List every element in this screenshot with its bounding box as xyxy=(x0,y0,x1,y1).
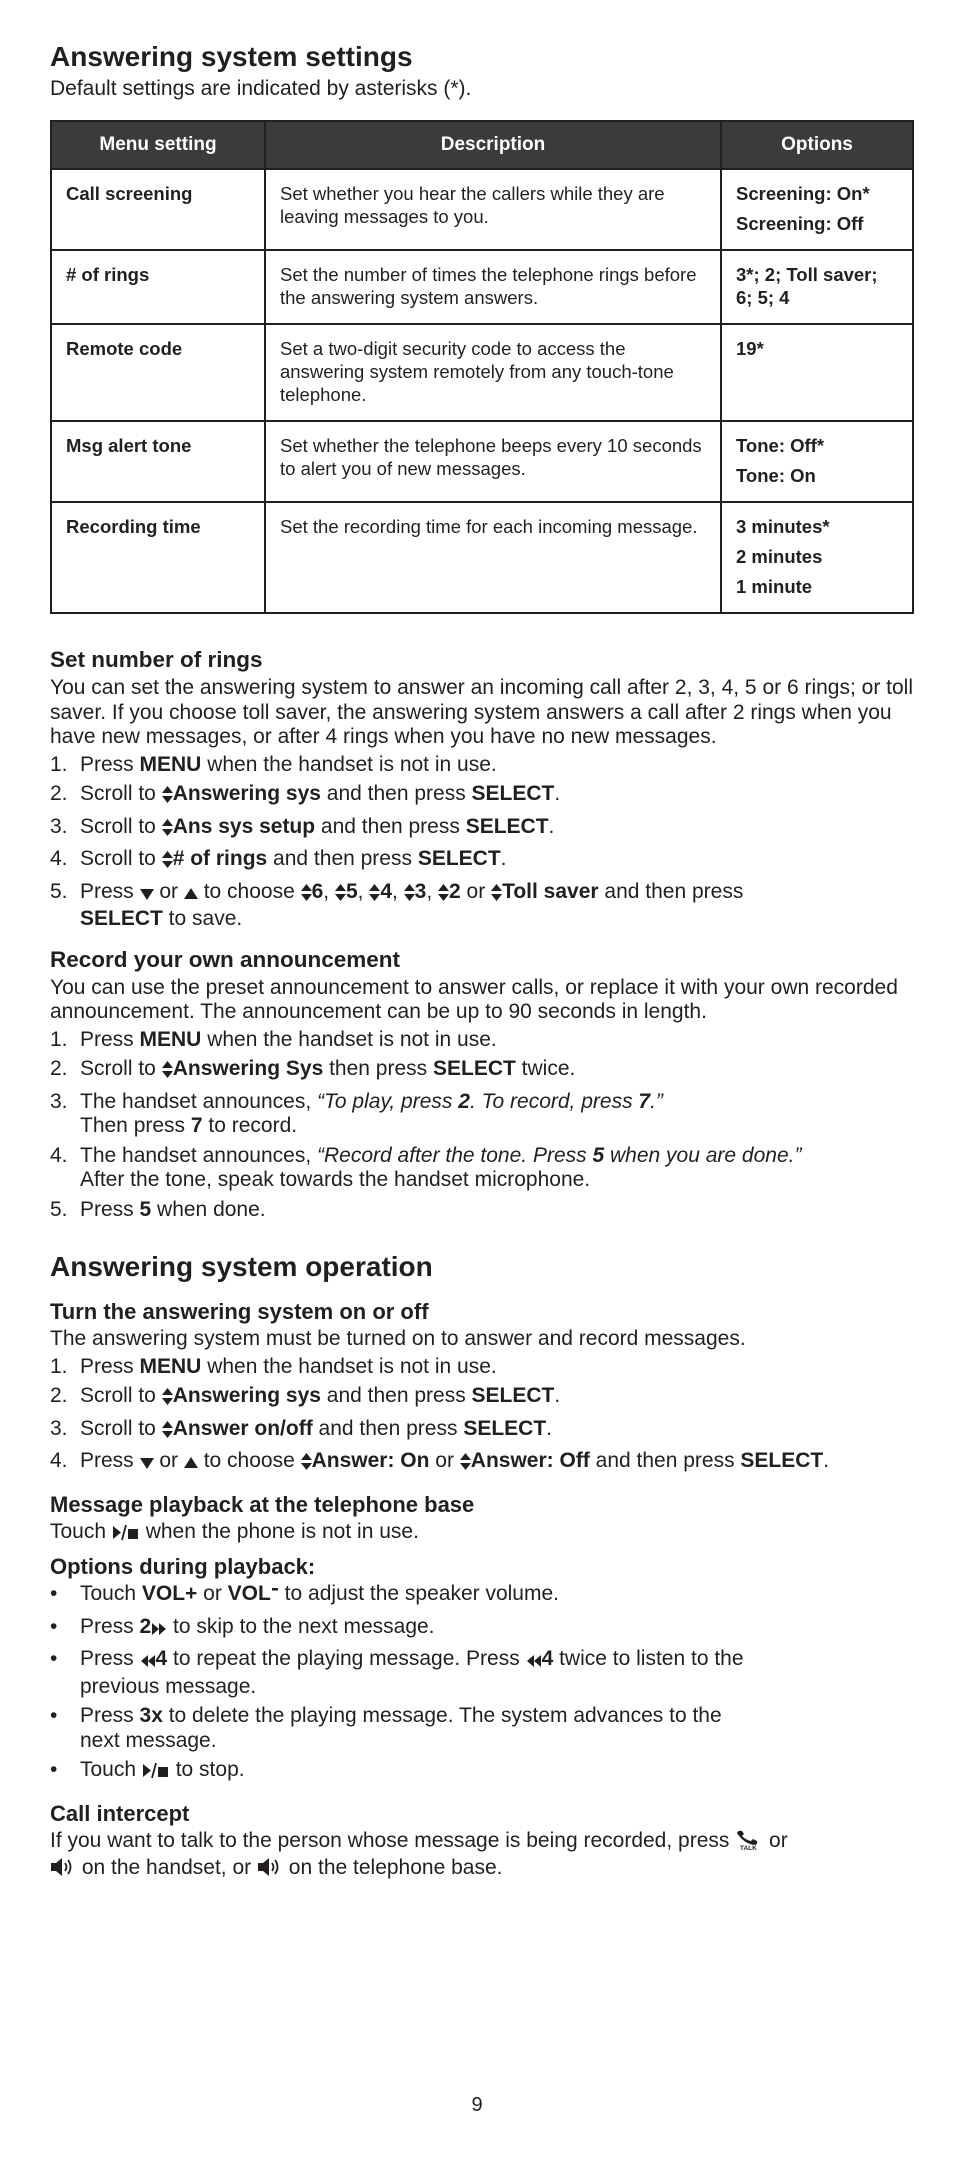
text-run: After the tone, speak towards the handset microphone. xyxy=(80,1168,591,1191)
text-run: or xyxy=(763,1828,788,1852)
table-row xyxy=(51,169,913,250)
step-item xyxy=(50,1028,914,1053)
up-down-arrows-icon xyxy=(162,1420,173,1445)
step-number: 5. xyxy=(50,1197,68,1221)
text-run: or xyxy=(153,879,184,903)
down-arrow-icon xyxy=(140,1452,154,1477)
text-run: “To play, press xyxy=(317,1089,459,1113)
text-run: when the handset is not in use. xyxy=(201,1354,497,1378)
settings-table-body xyxy=(51,169,913,613)
up-down-arrows-icon xyxy=(301,1452,312,1477)
text-run: . xyxy=(500,847,507,870)
settings-title: Answering system settings xyxy=(50,41,413,72)
text-run: to save. xyxy=(162,907,243,930)
text-run: SELECT xyxy=(471,1384,555,1407)
step-item xyxy=(50,1449,914,1477)
text-run: Touch xyxy=(80,1758,142,1781)
text-run: MENU xyxy=(139,752,202,776)
intercept-title: Call intercept xyxy=(50,1800,190,1826)
text-run: SELECT xyxy=(465,814,549,838)
up-down-arrows-icon xyxy=(335,883,346,908)
bullet-item xyxy=(50,1758,914,1786)
text-run: next message. xyxy=(80,1728,217,1752)
play-stop-icon xyxy=(142,1761,170,1786)
step-item xyxy=(50,847,914,875)
text-run: Scroll to xyxy=(80,1416,162,1440)
text-run: 6 xyxy=(311,879,324,903)
step-number: 1. xyxy=(50,1354,68,1378)
step-item xyxy=(50,1198,914,1223)
speakerphone-icon xyxy=(257,1857,283,1884)
text-run: when the handset is not in use. xyxy=(201,752,497,776)
step-number: 4. xyxy=(50,1449,68,1472)
text-run: and then press xyxy=(320,1384,472,1407)
text-run: SELECT xyxy=(463,1416,547,1440)
bullet-dot: • xyxy=(50,1647,58,1670)
description-cell: Set whether the telephone beeps every 10 seconds to alert you of new messages. xyxy=(265,421,721,502)
text-run: to repeat the playing message. Press xyxy=(167,1647,526,1670)
text-run: , xyxy=(392,879,404,903)
up-down-arrows-icon xyxy=(369,883,380,908)
text-run: 7 xyxy=(190,1114,203,1137)
text-run: . xyxy=(546,1416,552,1440)
text-run: Touch xyxy=(80,1582,142,1605)
text-run: SELECT xyxy=(433,1057,516,1080)
text-run: 5 xyxy=(139,1197,152,1221)
bullet-item xyxy=(50,1582,914,1610)
playback-options-title: Options during playback: xyxy=(50,1554,316,1579)
text-run: Ans sys setup xyxy=(172,814,316,838)
text-run: , xyxy=(357,879,370,903)
text-run: “Record after the tone. Press xyxy=(317,1143,593,1167)
up-down-arrows-icon xyxy=(438,883,449,908)
text-run: Answering Sys xyxy=(172,1057,324,1080)
text-run: .” xyxy=(650,1089,663,1113)
announce-intro: You can use the preset announcement to answer calls, or replace it with your own recorded announcement. The announcement can be up to 90 seconds in length. xyxy=(50,975,898,1023)
text-run: then press xyxy=(323,1057,433,1080)
text-run: SELECT xyxy=(80,907,163,930)
rings-intro: You can set the answering system to answer an incoming call after 2, 3, 4, 5 or 6 rings; or toll saver. If you choose toll saver, the answering system answers a call after 2 rings when you have new messages, or after 4 rings when you have no new messages. xyxy=(50,676,913,748)
text-run: , xyxy=(323,879,335,903)
description-cell: Set the number of times the telephone rings before the answering system answers. xyxy=(265,250,721,324)
step-number: 4. xyxy=(50,847,68,870)
text-run: Answer on/off xyxy=(172,1416,313,1440)
bullet-dot: • xyxy=(50,1614,58,1638)
step-number: 3. xyxy=(50,1089,68,1113)
text-run: If you want to talk to the person whose message is being recorded, press xyxy=(50,1828,736,1852)
description-cell: Set the recording time for each incoming message. xyxy=(265,502,721,613)
options-cell xyxy=(721,250,913,324)
up-arrow-icon xyxy=(184,883,198,908)
text-run: The handset announces, xyxy=(80,1143,318,1167)
text-run: 5 xyxy=(592,1143,605,1167)
bullet-dot: • xyxy=(50,1758,58,1781)
text-run: when you are done.” xyxy=(604,1143,802,1167)
up-down-arrows-icon xyxy=(162,1060,173,1085)
text-run: and then press xyxy=(315,814,466,838)
text-run: 4 xyxy=(541,1647,554,1670)
text-run: twice to listen to the xyxy=(553,1647,744,1670)
step-item xyxy=(50,1090,914,1139)
option-value: 3 minutes* xyxy=(736,516,830,537)
step-item xyxy=(50,815,914,843)
speakerphone-icon xyxy=(50,1857,76,1884)
manual-page xyxy=(50,40,914,1884)
text-run: 2 xyxy=(139,1614,152,1638)
text-run: 2 xyxy=(449,879,461,903)
bullet-dot: • xyxy=(50,1704,58,1727)
text-run: Scroll to xyxy=(80,1384,162,1407)
option-value: Tone: Off* xyxy=(736,435,825,456)
text-run: 3 xyxy=(414,879,427,903)
step-number: 2. xyxy=(50,1057,68,1080)
options-cell xyxy=(721,324,913,421)
playback-title: Message playback at the telephone base xyxy=(50,1491,475,1517)
text-run: or xyxy=(153,1449,184,1472)
description-cell: Set whether you hear the callers while they are leaving messages to you. xyxy=(265,169,721,250)
text-run: and then press xyxy=(312,1416,464,1440)
text-run: 5 xyxy=(345,879,358,903)
onoff-title: Turn the answering system on or off xyxy=(50,1299,429,1324)
text-run: Scroll to xyxy=(80,847,162,870)
step-item xyxy=(50,1384,914,1412)
step-item xyxy=(50,1057,914,1085)
text-run: Press xyxy=(80,1449,140,1472)
table-header-row xyxy=(51,121,913,169)
header-menu-setting: Menu setting xyxy=(51,121,265,169)
up-down-arrows-icon xyxy=(162,785,173,810)
text-run: Toll saver xyxy=(502,879,599,903)
step-item xyxy=(50,1144,914,1193)
text-run: . xyxy=(548,814,555,838)
text-run: when the handset is not in use. xyxy=(201,1027,497,1051)
rings-title: Set number of rings xyxy=(50,647,263,672)
intercept-text xyxy=(50,1829,914,1884)
text-run: when the phone is not in use. xyxy=(139,1519,419,1543)
up-down-arrows-icon xyxy=(460,1452,471,1477)
up-arrow-icon xyxy=(184,1452,198,1477)
text-run: , xyxy=(426,879,439,903)
text-run: or xyxy=(429,1449,460,1472)
text-run: or xyxy=(460,879,492,903)
option-value: 1 minute xyxy=(736,576,813,597)
text-run: Press xyxy=(80,1197,140,1221)
text-run: Answer: On xyxy=(311,1449,430,1472)
text-run: on the handset, or xyxy=(76,1856,257,1879)
header-description: Description xyxy=(265,121,721,169)
text-run: 4 xyxy=(155,1647,168,1670)
operation-title: Answering system operation xyxy=(50,1251,433,1282)
step-number: 4. xyxy=(50,1143,68,1167)
text-run: to adjust the speaker volume. xyxy=(278,1582,559,1605)
bullet-item xyxy=(50,1615,914,1643)
text-run: when done. xyxy=(151,1197,266,1221)
text-run: VOL+ xyxy=(141,1582,198,1605)
bullet-item xyxy=(50,1704,914,1753)
text-run: SELECT xyxy=(471,782,555,805)
bullet-item xyxy=(50,1647,914,1699)
text-run: SELECT xyxy=(417,847,501,870)
step-number: 1. xyxy=(50,1027,68,1051)
rewind-icon xyxy=(526,1650,542,1675)
text-run: and then press xyxy=(598,879,744,903)
text-run: 3x xyxy=(139,1704,163,1727)
up-down-arrows-icon xyxy=(162,1387,173,1412)
step-number: 3. xyxy=(50,814,68,838)
text-run: . xyxy=(554,782,561,805)
bullet-dot: • xyxy=(50,1582,58,1605)
text-run: Press xyxy=(80,1027,140,1051)
up-down-arrows-icon xyxy=(301,883,312,908)
minus-icon xyxy=(271,1585,279,1610)
text-run: Scroll to xyxy=(80,782,162,805)
table-row xyxy=(51,502,913,613)
text-run: Press xyxy=(80,1354,140,1378)
step-number: 5. xyxy=(50,879,68,903)
text-run: Answer: Off xyxy=(470,1449,590,1472)
text-run: to choose xyxy=(197,1449,301,1472)
announce-steps xyxy=(50,1028,914,1223)
text-run: Answering sys xyxy=(172,782,321,805)
rings-steps xyxy=(50,753,914,932)
step-number: 3. xyxy=(50,1416,68,1440)
option-value: 2 minutes xyxy=(736,546,823,567)
text-run: to record. xyxy=(202,1114,298,1137)
text-run: to stop. xyxy=(169,1758,245,1781)
page-number: 9 xyxy=(471,2094,483,2116)
text-run: Scroll to xyxy=(80,1057,162,1080)
text-run: Press xyxy=(80,879,140,903)
text-run: or xyxy=(197,1582,228,1605)
table-row xyxy=(51,324,913,421)
options-cell xyxy=(721,502,913,613)
menu-setting-cell: # of rings xyxy=(51,250,265,324)
menu-setting-cell: Msg alert tone xyxy=(51,421,265,502)
text-run: 7 xyxy=(638,1089,651,1113)
options-cell xyxy=(721,421,913,502)
step-item xyxy=(50,1417,914,1445)
text-run: . xyxy=(554,1384,561,1407)
text-run: Press xyxy=(80,1704,140,1727)
menu-setting-cell: Recording time xyxy=(51,502,265,613)
text-run: . xyxy=(823,1449,830,1472)
text-run: VOL xyxy=(227,1582,271,1605)
up-down-arrows-icon xyxy=(162,818,173,843)
announce-title: Record your own announcement xyxy=(50,946,401,972)
text-run: to skip to the next message. xyxy=(167,1614,435,1638)
up-down-arrows-icon xyxy=(491,883,502,908)
text-run: SELECT xyxy=(740,1449,824,1472)
option-value: 3*; 2; Toll saver; 6; 5; 4 xyxy=(736,264,878,308)
text-run: MENU xyxy=(139,1354,202,1378)
text-run: Press xyxy=(80,1614,140,1638)
text-run: MENU xyxy=(139,1027,202,1051)
onoff-intro: The answering system must be turned on to answer and record messages. xyxy=(50,1327,746,1350)
text-run: to delete the playing message. The system advances to the xyxy=(162,1704,722,1727)
settings-subtitle: Default settings are indicated by asterisks (*). xyxy=(50,77,472,100)
text-run: on the telephone base. xyxy=(282,1856,503,1879)
step-item xyxy=(50,753,914,778)
text-run: Then press xyxy=(80,1114,191,1137)
playback-bullets xyxy=(50,1582,914,1786)
option-value: 19* xyxy=(736,338,764,359)
text-run: 2 xyxy=(458,1089,470,1113)
text-run: Answering sys xyxy=(172,1384,321,1407)
menu-setting-cell: Call screening xyxy=(51,169,265,250)
step-number: 1. xyxy=(50,752,68,776)
table-row xyxy=(51,421,913,502)
menu-setting-cell: Remote code xyxy=(51,324,265,421)
settings-table xyxy=(50,120,914,614)
step-item xyxy=(50,782,914,810)
text-run: and then press xyxy=(589,1449,741,1472)
step-item xyxy=(50,1355,914,1380)
text-run: Press xyxy=(80,1647,140,1670)
text-run: 4 xyxy=(380,879,392,903)
option-value: Screening: Off xyxy=(736,213,864,234)
step-item xyxy=(50,880,914,932)
onoff-steps xyxy=(50,1355,914,1477)
option-value: Screening: On* xyxy=(736,183,870,204)
down-arrow-icon xyxy=(140,883,154,908)
text-run: Touch xyxy=(50,1519,112,1543)
svg-text:TALK: TALK xyxy=(740,1844,758,1850)
options-cell xyxy=(721,169,913,250)
up-down-arrows-icon xyxy=(404,883,415,908)
text-run: and then press xyxy=(267,847,418,870)
text-run: Scroll to xyxy=(80,814,162,838)
up-down-arrows-icon xyxy=(162,850,173,875)
table-row xyxy=(51,250,913,324)
text-run: twice. xyxy=(515,1057,576,1080)
text-run: to choose xyxy=(197,879,301,903)
skip-icon xyxy=(151,1618,167,1643)
text-run: Press xyxy=(80,752,140,776)
text-run: previous message. xyxy=(80,1674,257,1698)
option-value: Tone: On xyxy=(736,465,816,486)
text-run: . To record, press xyxy=(469,1089,639,1113)
step-number: 2. xyxy=(50,1384,68,1407)
header-options: Options xyxy=(721,121,913,169)
text-run: The handset announces, xyxy=(80,1089,318,1113)
text-run: # of rings xyxy=(172,847,268,870)
playback-intro xyxy=(50,1520,914,1548)
play-stop-icon xyxy=(112,1523,140,1548)
description-cell: Set a two-digit security code to access the answering system remotely from any touch-tone telephone. xyxy=(265,324,721,421)
talk-phone-icon xyxy=(735,1830,763,1857)
step-number: 2. xyxy=(50,782,68,805)
rewind-icon xyxy=(140,1650,156,1675)
text-run: and then press xyxy=(320,782,472,805)
